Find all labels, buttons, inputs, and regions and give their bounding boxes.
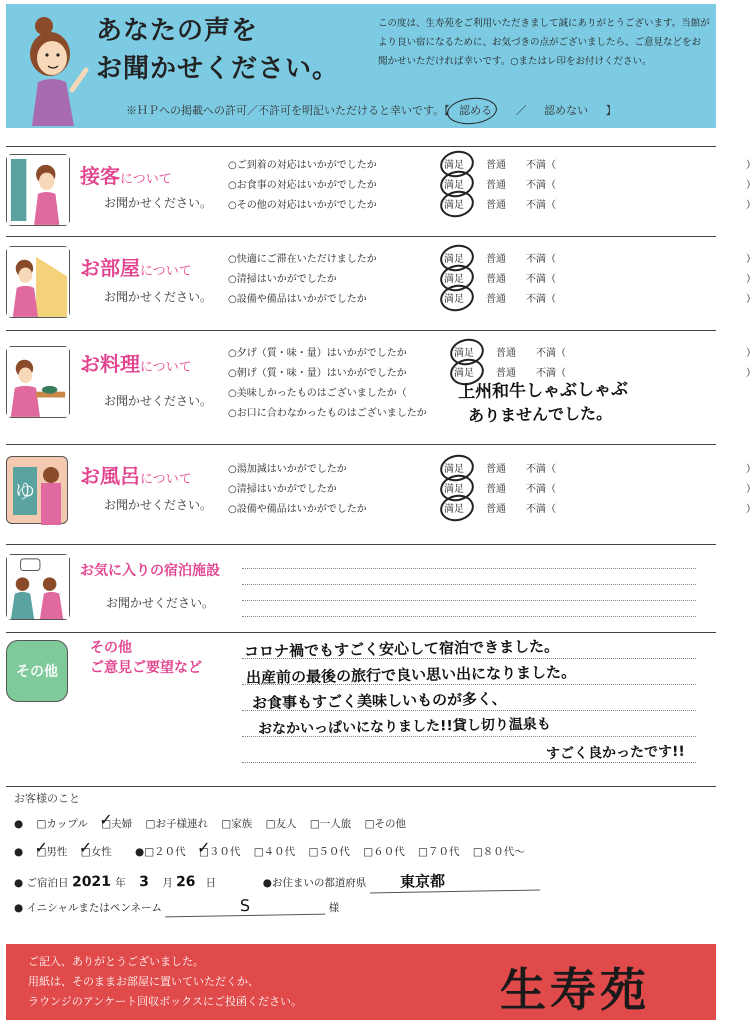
rating-bad[interactable]: 不満（ xyxy=(526,294,556,305)
bath-curtain-char: ゆ xyxy=(13,467,37,515)
option-age-30s[interactable]: □３０代 ✓ xyxy=(199,846,240,858)
rating-normal[interactable]: 普通 xyxy=(496,368,516,379)
receptionist-illustration-icon xyxy=(6,154,70,226)
answer-line[interactable] xyxy=(242,616,696,617)
rating-normal[interactable]: 普通 xyxy=(496,348,516,359)
answer-line[interactable] xyxy=(242,584,696,585)
question-dinner: ○夕げ（質・味・量）はいかがでしたか xyxy=(228,348,407,359)
option-age-70s[interactable]: □７０代 xyxy=(418,846,460,858)
section-divider xyxy=(6,786,716,787)
rating-bad[interactable]: 不満（ xyxy=(526,200,556,211)
initial-value[interactable]: S xyxy=(165,895,325,918)
section-title-bath: お風呂について xyxy=(80,464,192,488)
question-comfort: ○快適にご滞在いただけましたか xyxy=(228,254,377,265)
section-divider xyxy=(6,544,716,545)
section-subtitle: お聞かせください。 xyxy=(104,196,213,210)
question-water-temp: ○湯加減はいかがでしたか xyxy=(228,464,347,475)
footer-text: ご記入、ありがとうございました。 用紙は、そのままお部屋に置いていただくか、 ラウンジのアンケート回収ボックスにご投函ください。 xyxy=(28,955,302,1008)
section-subtitle: お聞かせください。 xyxy=(104,394,213,408)
comment-line-1[interactable]: コロナ禍でもすごく安心して宿泊できました。 xyxy=(243,637,560,661)
stay-month-value[interactable]: 3 xyxy=(139,873,150,891)
rating-row[interactable] xyxy=(444,290,756,305)
question-other-service: ○その他の対応はいかがでしたか xyxy=(228,200,377,211)
section-room xyxy=(6,244,756,324)
page-title xyxy=(96,12,339,88)
section-favorite xyxy=(6,552,716,626)
prefecture-label: ●お住まいの都道府県 xyxy=(262,877,367,889)
bracket-close: ） xyxy=(746,200,756,211)
hp-deny-option[interactable]: 認めない xyxy=(544,104,589,117)
section-divider xyxy=(6,330,716,331)
prefecture-value[interactable]: 東京都 xyxy=(370,869,540,894)
option-age-40s[interactable]: □４０代 xyxy=(253,846,296,858)
section-bath xyxy=(6,454,756,534)
customer-section-title: お客様のこと xyxy=(14,792,80,805)
option-couple[interactable]: □カップル xyxy=(36,818,88,830)
option-other[interactable]: □その他 xyxy=(364,818,407,830)
comment-line-4[interactable]: おなかいっぱいになりました!!貸し切り温泉も xyxy=(257,716,551,738)
answer-disliked-food[interactable]: ありませんでした。 xyxy=(467,403,613,426)
rating-bad[interactable]: 不満（ xyxy=(526,160,556,171)
rating-normal[interactable]: 普通 xyxy=(486,254,506,265)
rating-good[interactable]: 満足 xyxy=(444,250,486,265)
section-divider xyxy=(6,444,716,445)
rating-good[interactable]: 満足 xyxy=(444,460,486,475)
bracket-close: ） xyxy=(746,348,756,359)
rating-good[interactable]: 満足 xyxy=(444,480,486,495)
rating-normal[interactable]: 普通 xyxy=(486,464,506,475)
title-line-2: お聞かせください。 xyxy=(96,54,340,84)
hp-allow-option[interactable]: 認める xyxy=(453,104,498,117)
comment-line-2[interactable]: 出産前の最後の旅行で良い思い出になりました。 xyxy=(245,663,577,687)
rating-row[interactable] xyxy=(454,344,756,359)
question-meal-service: ○お食事の対応はいかがでしたか xyxy=(228,180,377,191)
answer-line[interactable] xyxy=(242,762,696,763)
hp-permission-line xyxy=(126,102,617,118)
initial-row xyxy=(14,896,339,916)
option-male[interactable]: □男性 ✓ xyxy=(37,846,68,858)
rating-bad[interactable]: 不満（ xyxy=(536,368,566,379)
section-title-room: お部屋について xyxy=(80,256,192,280)
rating-good[interactable]: 満足 xyxy=(454,364,496,379)
rating-good[interactable]: 満足 xyxy=(444,270,486,285)
bracket-close: ） xyxy=(746,274,756,285)
section-title-other: その他 ご意見ご要望など xyxy=(90,640,202,676)
stay-date-row: ● ご宿泊日 2021 年 3 月 26 日 ●お住まいの都道府県 東京都 xyxy=(14,870,540,892)
question-equipment: ○設備や備品はいかがでしたか xyxy=(228,294,367,305)
section-service xyxy=(6,152,756,228)
option-age-50s[interactable]: □５０代 xyxy=(308,846,350,858)
gender-age-row: ● □男性 ✓ □女性 ✓ ●□２０代 □３０代 ✓ □４０代 □５０代 □６０代 □７０代 □８０代～ xyxy=(14,844,525,859)
option-age-20s[interactable]: ●□２０代 xyxy=(135,846,186,858)
bath-illustration-icon xyxy=(6,456,68,524)
chatting-women-illustration-icon xyxy=(6,554,70,620)
rating-good[interactable]: 満足 xyxy=(444,176,486,191)
comment-line-3[interactable]: お食事もすごく美味しいものが多く、 xyxy=(251,689,507,713)
rating-row[interactable] xyxy=(444,176,756,191)
answer-line[interactable] xyxy=(242,600,696,601)
rating-row[interactable] xyxy=(444,480,756,495)
section-other xyxy=(6,638,716,778)
section-subtitle: お聞かせください。 xyxy=(104,498,213,512)
hp-separator: ／ xyxy=(515,104,527,117)
bracket-close: ） xyxy=(746,180,756,191)
rating-bad[interactable]: 不満（ xyxy=(526,274,556,285)
question-cleaning: ○清掃はいかがでしたか xyxy=(228,274,337,285)
hp-note: ※ＨＰへの掲載への許可／不許可を明記いただけると幸いです。【 xyxy=(126,104,450,117)
cuisine-illustration-icon xyxy=(6,346,70,418)
rating-row[interactable] xyxy=(444,156,756,171)
option-age-80s[interactable]: □８０代～ xyxy=(472,846,525,858)
footer-banner xyxy=(6,944,716,1020)
woman-illustration-icon xyxy=(14,10,94,126)
question-equipment: ○設備や備品はいかがでしたか xyxy=(228,504,367,515)
rating-bad[interactable]: 不満（ xyxy=(526,464,556,475)
section-title-service: 接客について xyxy=(80,164,172,188)
stay-day-value[interactable]: 26 xyxy=(176,873,196,891)
bracket-close: ） xyxy=(746,294,756,305)
bracket-close: ） xyxy=(746,160,756,171)
stay-year-value[interactable]: 2021 xyxy=(71,873,111,891)
section-title-favorite: お気に入りの宿泊施設 xyxy=(80,563,220,579)
section-cuisine xyxy=(6,338,756,438)
question-arrival: ○ご到着の対応はいかがでしたか xyxy=(228,160,377,171)
question-liked-food: ○美味しかったものはございましたか（ xyxy=(228,388,407,399)
bracket-close: ） xyxy=(746,254,756,265)
rating-normal[interactable]: 普通 xyxy=(486,294,506,305)
rating-good[interactable]: 満足 xyxy=(444,500,486,515)
bracket-close: ） xyxy=(746,484,756,495)
stay-date-label: ● ご宿泊日 xyxy=(14,877,69,889)
rating-normal[interactable]: 普通 xyxy=(486,160,506,171)
bracket-close: ） xyxy=(746,368,756,379)
rating-good[interactable]: 満足 xyxy=(444,156,486,171)
rating-normal[interactable]: 普通 xyxy=(486,504,506,515)
room-illustration-icon xyxy=(6,246,70,318)
answer-line[interactable] xyxy=(242,568,696,569)
companion-row: ● □カップル □夫婦 ✓ □お子様連れ □家族 □友人 □一人旅 □その他 xyxy=(14,816,406,831)
brand-logo: 生寿苑 xyxy=(500,963,650,1017)
rating-bad[interactable]: 不満（ xyxy=(526,484,556,495)
question-breakfast: ○朝げ（質・味・量）はいかがでしたか xyxy=(228,368,407,379)
section-title-cuisine: お料理について xyxy=(80,352,192,376)
header-banner xyxy=(6,4,716,128)
option-family[interactable]: □家族 xyxy=(221,818,253,830)
rating-good[interactable]: 満足 xyxy=(454,344,496,359)
option-female[interactable]: □女性 ✓ xyxy=(81,846,112,858)
section-divider xyxy=(6,146,716,147)
rating-row[interactable] xyxy=(444,460,756,475)
rating-normal[interactable]: 普通 xyxy=(486,484,506,495)
rating-row[interactable] xyxy=(444,196,756,211)
section-subtitle: お聞かせください。 xyxy=(106,596,215,610)
option-solo[interactable]: □一人旅 xyxy=(309,818,352,830)
question-cleaning: ○清掃はいかがでしたか xyxy=(228,484,337,495)
option-with-children[interactable]: □お子様連れ xyxy=(145,818,208,830)
rating-row[interactable] xyxy=(444,250,756,265)
section-divider xyxy=(6,236,716,237)
option-friends[interactable]: □友人 xyxy=(265,818,297,830)
initial-label: ● イニシャルまたはペンネーム xyxy=(14,902,163,914)
rating-normal[interactable]: 普通 xyxy=(486,180,506,191)
title-line-1: あなたの声を xyxy=(96,16,259,46)
rating-normal[interactable]: 普通 xyxy=(486,274,506,285)
bracket-close: ） xyxy=(746,464,756,475)
rating-bad[interactable]: 不満（ xyxy=(526,254,556,265)
section-subtitle: お聞かせください。 xyxy=(104,290,213,304)
bracket-close: ） xyxy=(746,504,756,515)
section-divider xyxy=(6,632,716,633)
question-disliked-food: ○お口に合わなかったものはございましたか xyxy=(228,408,427,419)
option-age-60s[interactable]: □６０代 xyxy=(363,846,405,858)
rating-good[interactable]: 満足 xyxy=(444,196,486,211)
rating-normal[interactable]: 普通 xyxy=(486,200,506,211)
rating-row[interactable] xyxy=(444,270,756,285)
rating-bad[interactable]: 不満（ xyxy=(536,348,566,359)
option-married-couple[interactable]: □夫婦 ✓ xyxy=(101,818,132,830)
rating-bad[interactable]: 不満（ xyxy=(526,180,556,191)
answer-liked-food[interactable]: 上州和牛しゃぶしゃぶ xyxy=(457,379,629,403)
hp-bracket-close: 】 xyxy=(605,104,617,117)
rating-good[interactable]: 満足 xyxy=(444,290,486,305)
other-badge: その他 xyxy=(6,640,68,702)
intro-text: この度は、生寿苑をご利用いただきまして誠にありがとうございます。当館がより良い宿になるために、お気づきの点がございましたら、ご意見などをお聞かせいただければ幸いです。○またはレ印をお付けください。 xyxy=(378,18,710,67)
rating-bad[interactable]: 不満（ xyxy=(526,504,556,515)
initial-suffix: 様 xyxy=(328,902,340,914)
comment-line-5[interactable]: すごく良かったです!! xyxy=(545,743,685,763)
rating-row[interactable] xyxy=(444,500,756,515)
